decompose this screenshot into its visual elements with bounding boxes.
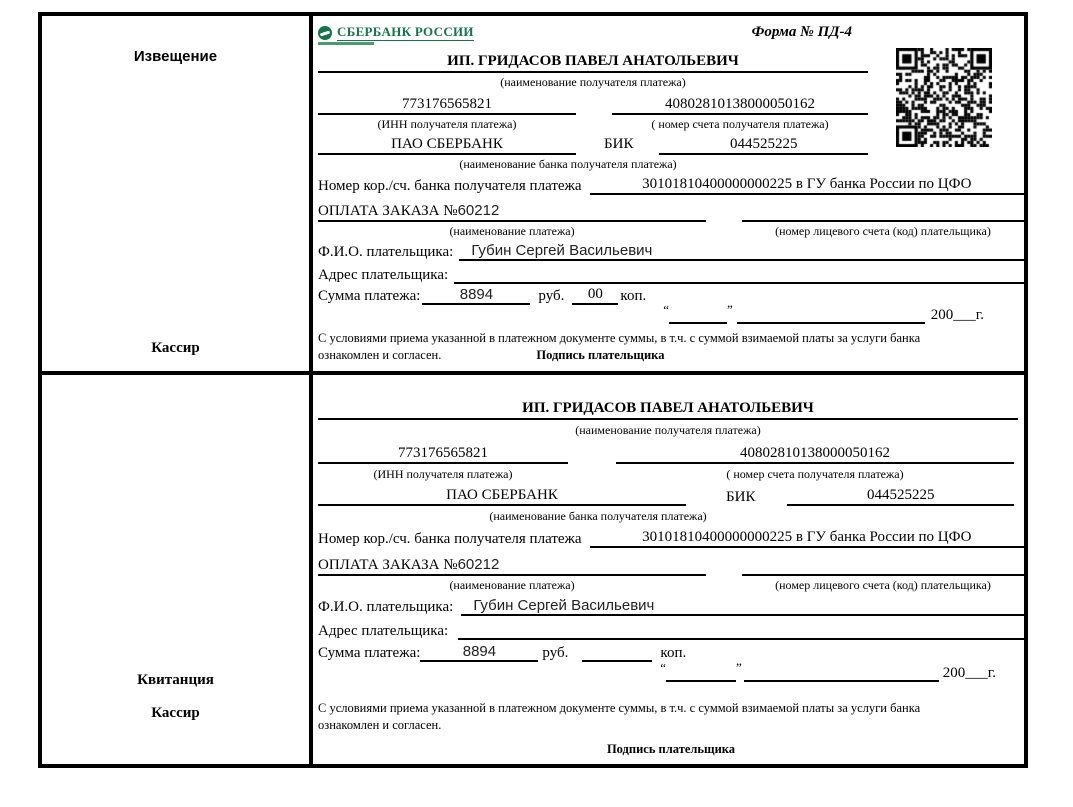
- personal-account-blank: [742, 556, 1024, 576]
- corr-account-label: Номер кор./сч. банка получателя платежа: [318, 178, 582, 194]
- payer-address-blank: [454, 263, 1024, 284]
- section-label-receipt: Квитанция: [137, 672, 214, 688]
- account-value: 40802810138000050162: [616, 445, 1014, 464]
- agreement-line2: ознакомлен и согласен.: [318, 717, 442, 732]
- inn-value: 773176565821: [318, 96, 576, 115]
- section-notice: [42, 16, 1024, 375]
- bik-value: 044525225: [787, 487, 1014, 506]
- bik-label: БИК: [726, 489, 756, 505]
- payer-address-label: Адрес плательщика:: [318, 623, 449, 639]
- kop-label: коп.: [620, 288, 647, 304]
- date-month-blank: [737, 308, 925, 324]
- amount-label: Сумма платежа:: [318, 288, 421, 304]
- bank-caption: (наименование банка получателя платежа): [489, 509, 707, 523]
- inn-caption: (ИНН получателя платежа): [373, 467, 513, 481]
- date-quote-close: ”: [736, 660, 742, 675]
- bik-value: 044525225: [659, 136, 868, 155]
- date-month-blank: [744, 666, 939, 682]
- payer-address-label: Адрес плательщика:: [318, 267, 449, 283]
- payer-name-value: Губин Сергей Васильевич: [459, 242, 1024, 261]
- payment-name-caption: (наименование платежа): [449, 578, 575, 592]
- bik-label: БИК: [604, 136, 634, 152]
- account-value: 40802810138000050162: [612, 96, 868, 115]
- inn-caption: (ИНН получателя платежа): [377, 117, 517, 131]
- account-caption: ( номер счета получателя платежа): [726, 467, 904, 481]
- sberbank-logo: [318, 24, 474, 45]
- cashier-label: Кассир: [151, 340, 200, 356]
- payment-name-label: ОПЛАТА ЗАКАЗА №: [318, 557, 458, 573]
- date-quote-open: “: [663, 302, 669, 317]
- payer-name-label: Ф.И.О. плательщика:: [318, 599, 454, 615]
- agreement-text: [318, 330, 1024, 364]
- agreement-line1: С условиями приема указанной в платежном документе суммы, в т.ч. с суммой взимаемой платы за услуги банка: [318, 331, 921, 345]
- personal-account-blank: [742, 202, 1024, 222]
- year-label: 200___г.: [930, 307, 984, 323]
- amount-value: 8894: [420, 643, 538, 662]
- agreement-text: [318, 700, 1024, 734]
- personal-account-caption: (номер лицевого счета (код) плательщика): [775, 224, 991, 238]
- kop-label: коп.: [660, 645, 687, 661]
- kopecks-value: 00: [572, 286, 618, 305]
- corr-account-label: Номер кор./сч. банка получателя платежа: [318, 531, 582, 547]
- date-quote-open: “: [660, 660, 666, 675]
- sberbank-logo-icon: [318, 26, 332, 40]
- bank-caption: (наименование банка получателя платежа): [459, 157, 677, 171]
- payment-order-number: 60212: [457, 202, 500, 219]
- notice-side-cell: [42, 16, 313, 371]
- section-label-notice: Извещение: [133, 48, 218, 65]
- sberbank-logo-text: СБЕРБАНК РОССИИ: [337, 24, 474, 39]
- amount-value: 8894: [422, 286, 530, 305]
- signature-label: Подпись плательщика: [536, 347, 665, 362]
- notice-main-cell: [313, 16, 1024, 371]
- year-label: 200___г.: [942, 665, 996, 681]
- rub-label: руб.: [538, 288, 565, 304]
- date-day-blank: [666, 666, 736, 682]
- corr-account-value: 30101810400000000225 в ГУ банка России по ЦФО: [590, 529, 1024, 548]
- payee-name: ИП. ГРИДАСОВ ПАВЕЛ АНАТОЛЬЕВИЧ: [522, 400, 814, 416]
- form-number: Форма № ПД-4: [751, 24, 852, 40]
- date-quote-close: ”: [727, 302, 733, 317]
- receipt-side-cell: [42, 375, 313, 764]
- payer-address-blank: [458, 619, 1024, 640]
- payment-name-label: ОПЛАТА ЗАКАЗА №: [318, 203, 458, 219]
- section-receipt: [42, 375, 1024, 764]
- qr-code: [896, 48, 992, 147]
- payment-order-number: 60212: [457, 556, 500, 573]
- date-day-blank: [669, 308, 727, 324]
- payee-caption: (наименование получателя платежа): [575, 423, 761, 437]
- payee-name: ИП. ГРИДАСОВ ПАВЕЛ АНАТОЛЬЕВИЧ: [447, 53, 739, 69]
- signature-label: Подпись плательщика: [606, 741, 736, 756]
- personal-account-caption: (номер лицевого счета (код) плательщика): [775, 578, 991, 592]
- cashier-label: Кассир: [151, 705, 200, 721]
- account-caption: ( номер счета получателя платежа): [651, 117, 829, 131]
- payee-caption: (наименование получателя платежа): [500, 75, 686, 89]
- agreement-line1: С условиями приема указанной в платежном документе суммы, в т.ч. с суммой взимаемой платы за услуги банка: [318, 701, 921, 715]
- amount-label: Сумма платежа:: [318, 645, 421, 661]
- payer-name-value: Губин Сергей Васильевич: [461, 597, 1024, 616]
- receipt-main-cell: [313, 375, 1024, 764]
- kopecks-value: [582, 643, 652, 662]
- rub-label: руб.: [542, 645, 569, 661]
- inn-value: 773176565821: [318, 445, 568, 464]
- payment-name-caption: (наименование платежа): [449, 224, 575, 238]
- sberbank-logo-tagline: [318, 42, 374, 45]
- corr-account-value: 30101810400000000225 в ГУ банка России по ЦФО: [590, 176, 1024, 195]
- bank-name: ПАО СБЕРБАНК: [318, 487, 686, 506]
- payment-form-pd4: [38, 12, 1028, 768]
- bank-name: ПАО СБЕРБАНК: [318, 136, 576, 155]
- payer-name-label: Ф.И.О. плательщика:: [318, 244, 454, 260]
- agreement-line2: ознакомлен и согласен.: [318, 347, 442, 362]
